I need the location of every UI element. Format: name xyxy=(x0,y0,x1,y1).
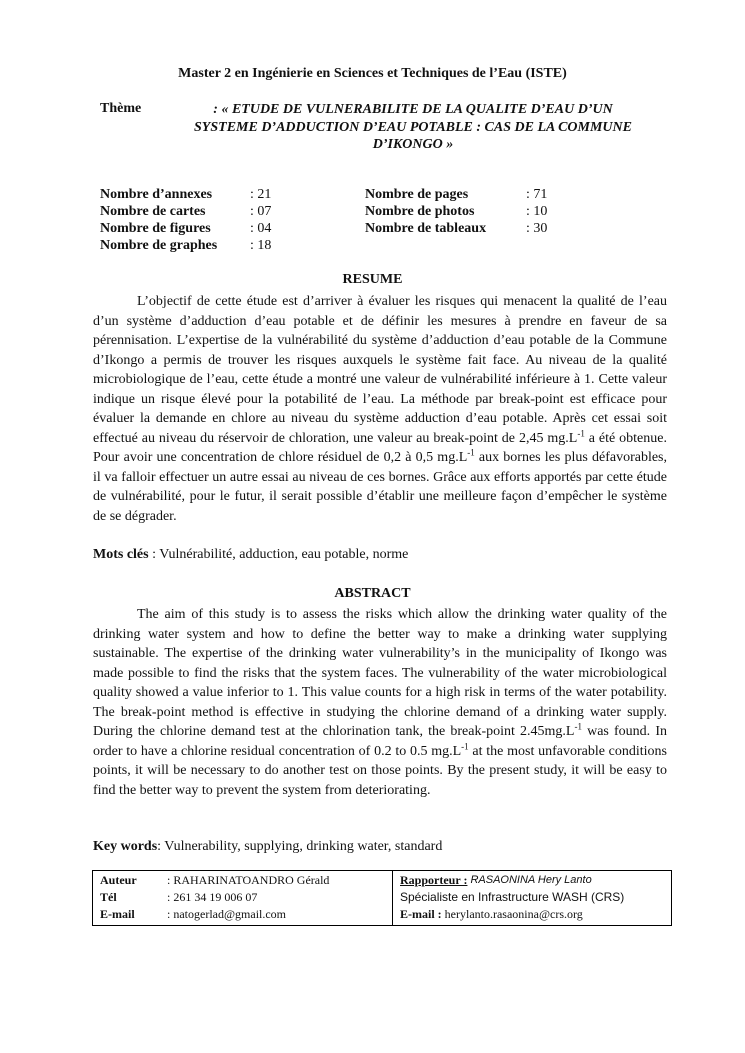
superscript: -1 xyxy=(461,740,469,751)
stat-row xyxy=(100,237,271,254)
key-words xyxy=(93,839,667,855)
email2-row xyxy=(400,906,671,923)
abstract-title: ABSTRACT xyxy=(334,586,411,601)
stat-row xyxy=(100,203,271,220)
rapporteur-label: Rapporteur : xyxy=(400,873,468,887)
stat-label: Nombre d’annexes xyxy=(100,187,213,202)
stat-row xyxy=(365,203,547,220)
rapporteur-row xyxy=(400,872,671,889)
email-value: : natogerlad@gmail.com xyxy=(167,907,287,921)
email-label: E-mail xyxy=(100,907,135,921)
tel-row xyxy=(100,889,392,906)
resume-text-c: aux bornes les plus défavorables, il va falloir effectuer un autre essai au niveau de ces bornes. Grâce aux efforts apportés par cette étude de vulnérabilité, pour le futur, il serait possible d’établir une meilleure façon d’empêcher le système de se dégrader. xyxy=(93,450,667,524)
email-row xyxy=(100,906,392,923)
stat-value: : 10 xyxy=(526,204,548,219)
stat-row xyxy=(100,220,271,237)
stat-label: Nombre de cartes xyxy=(100,204,206,219)
stat-value: : 04 xyxy=(250,221,272,236)
superscript: -1 xyxy=(577,427,585,438)
abstract-text-b: was found. In order to have a chlorine residual concentration of 0.2 to 0.5 mg.L xyxy=(93,724,667,759)
program-header: Master 2 en Ingénierie en Sciences et Techniques de l’Eau (ISTE) xyxy=(178,66,567,81)
stat-value: : 21 xyxy=(250,187,272,202)
stat-label: Nombre de figures xyxy=(100,221,211,236)
author-cell xyxy=(93,871,393,926)
superscript: -1 xyxy=(574,721,582,732)
mots-cles-text: : Vulnérabilité, adduction, eau potable, norme xyxy=(148,547,409,562)
theme-title xyxy=(168,101,658,154)
theme-line-1: : « ETUDE DE VULNERABILITE DE LA QUALITE D’EAU D’UN xyxy=(213,102,613,117)
auteur-label: Auteur xyxy=(100,873,137,887)
stats-left xyxy=(100,186,271,254)
stat-value: : 07 xyxy=(250,204,272,219)
abstract-text-c: at the most unfavorable conditions points, it will be necessary to do another test on those points. By the present study, it will be easy to find the better way to prevent the system from deteriorating. xyxy=(93,743,668,798)
author-info-table xyxy=(92,870,672,926)
theme-line-2: SYSTEME D’ADDUCTION D’EAU POTABLE : CAS DE LA COMMUNE xyxy=(194,119,632,135)
stat-label: Nombre de pages xyxy=(365,187,469,202)
tel-label: Tél xyxy=(100,890,117,904)
key-words-text: : Vulnerability, supplying, drinking water, standard xyxy=(157,839,443,854)
stat-label: Nombre de photos xyxy=(365,204,475,219)
key-words-label: Key words xyxy=(93,839,158,854)
rapporteur-cell xyxy=(393,871,672,926)
stat-value: : 71 xyxy=(526,187,548,202)
email2-label: E-mail : xyxy=(400,907,442,921)
stat-label: Nombre de tableaux xyxy=(365,221,487,236)
abstract-paragraph xyxy=(93,605,667,800)
resume-paragraph xyxy=(93,292,667,526)
stat-value: : 18 xyxy=(250,238,272,253)
theme-line-3: D’IKONGO » xyxy=(372,137,454,152)
stat-row xyxy=(100,186,271,203)
resume-text-a: L’objectif de cette étude est d’arriver à évaluer les risques qui menacent la qualité de l’eau d’un système d’adduction d’eau potable et de définir les mesures à prendre en faveur de sa pérennisation. L’expertise de la vulnérabilité du système d’adduction d’eau potable de la Commune d’Ikongo a permis de trouver les risques auxquels le système fait face. Au niveau de la qualité microbiologique de l’eau, cette étude a montré une valeur de vulnérabilité inférieure à 1. Cette valeur indique un risque élevé pour la potabilité de l’eau. La méthode par break-point est efficace pour évaluer la demande en chlore au niveau du système adduction d’eau potable. Après cet essai soit effectué au niveau du réservoir de chloration, une valeur au break-point de 2,45 mg.L xyxy=(93,294,667,446)
abstract-text-a: The aim of this study is to assess the risks which allow the drinking water quality of the drinking water system and how to define the better way to make a drinking water supplying sustainable. The expertise of the drinking water vulnerability’s in the municipality of Ikongo was made possible to find the risks that the system faces. The vulnerability of the water microbiological quality showed a value inferior to 1. This value counts for a high risk in terms of the water potability. The break-point method is effective in studying the chlorine demand of a drinking water supply. During the chlorine demand test at the chlorination tank, the break-point 2.45mg.L xyxy=(93,607,667,739)
stat-row xyxy=(365,186,547,203)
auteur-value: : RAHARINATOANDRO Gérald xyxy=(167,873,330,887)
role-row: Spécialiste en Infrastructure WASH (CRS) xyxy=(400,890,625,904)
stat-label: Nombre de graphes xyxy=(100,238,218,253)
email2-value: herylanto.rasaonina@crs.org xyxy=(444,907,583,921)
resume-text-b: a été obtenue. Pour avoir une concentration de chlore résiduel de 0,2 à 0,5 mg.L xyxy=(93,430,667,465)
stat-value: : 30 xyxy=(526,221,548,236)
tel-value: : 261 34 19 006 07 xyxy=(167,890,258,904)
superscript: -1 xyxy=(467,447,475,458)
auteur-row xyxy=(100,872,392,889)
resume-title: RESUME xyxy=(342,272,403,287)
rapporteur-value: RASAONINA Hery Lanto xyxy=(470,874,592,886)
theme-label: Thème xyxy=(100,101,142,116)
stat-row xyxy=(365,220,547,237)
mots-cles-label: Mots clés xyxy=(93,547,149,562)
mots-cles xyxy=(93,547,667,563)
stats-right xyxy=(365,186,547,237)
